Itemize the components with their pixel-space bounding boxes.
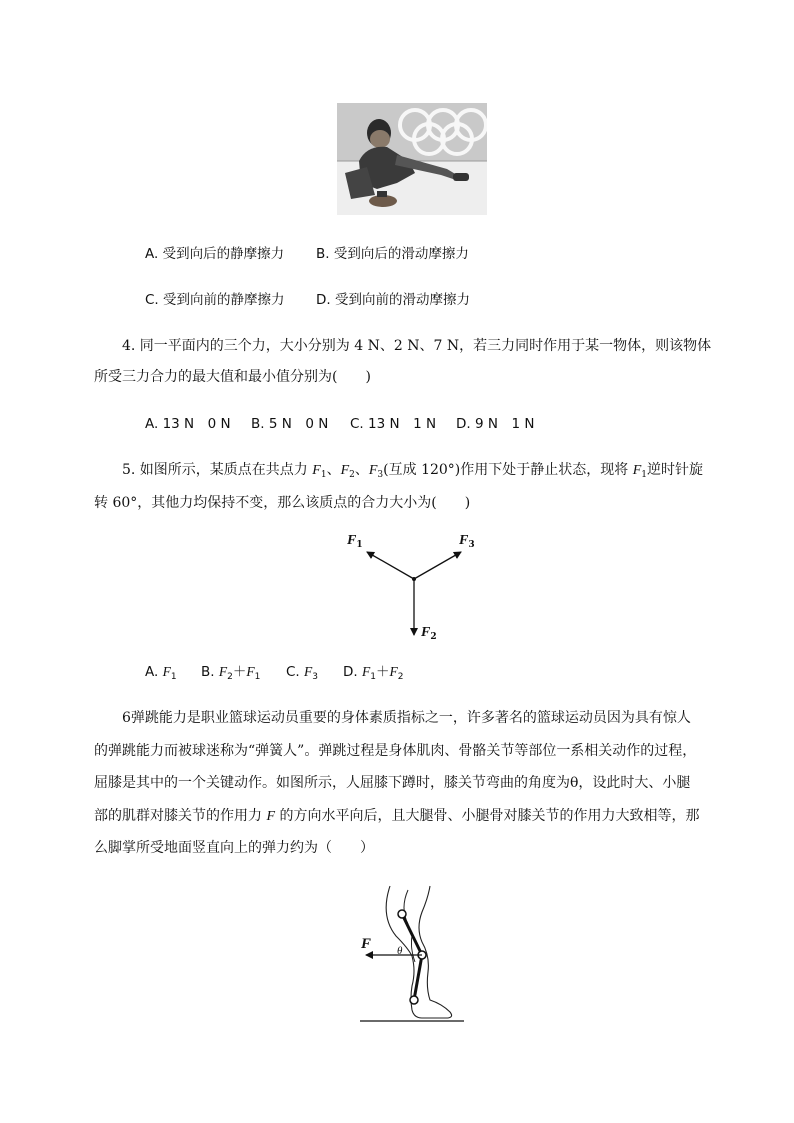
q4-option-b: B. 5 N 0 N	[251, 416, 329, 432]
q5-opt-d-var2: F	[389, 664, 398, 679]
particle-point	[412, 577, 416, 581]
q4-option-c: C. 13 N 1 N	[350, 416, 437, 432]
q4-option-a: A. 13 N 0 N	[145, 416, 231, 432]
fig-label-f2	[421, 624, 437, 641]
q5-opt-b-prefix: B.	[201, 664, 219, 680]
q6-stem-line1: 6弹跳能力是职业篮球运动员重要的身体素质指标之一，许多著名的篮球运动员因为具有惊人	[122, 710, 691, 726]
q5-opt-b-sub1: 2	[227, 672, 233, 682]
fig-f2-sub: 2	[430, 632, 437, 642]
q4-stem-line2: 所受三力合力的最大值和最小值分别为( )	[94, 369, 371, 385]
curling-photo-drawing	[337, 103, 487, 215]
leg-fig-label-f	[361, 934, 371, 953]
fig-f3-sub: 3	[468, 540, 475, 550]
q5-opt-a-prefix: A.	[145, 664, 163, 680]
q3-option-a: A. 受到向后的静摩擦力	[145, 246, 285, 262]
q6-stem-line5: 么脚掌所受地面竖直向上的弹力约为（ ）	[94, 840, 374, 856]
q5-opt-d-sub1: 1	[370, 672, 376, 682]
fig-f1-sub: 1	[356, 540, 363, 550]
q5-option-b	[201, 662, 260, 682]
q5-sep-1: 、	[326, 462, 341, 478]
q5-stem-line1	[122, 460, 703, 481]
q5-sub-f3: 3	[377, 470, 384, 480]
q5-sub-f1: 1	[320, 470, 327, 480]
q5-var-f2: F	[340, 463, 350, 478]
q5-opt-b-var2: F	[246, 664, 255, 679]
q6-line4-text-b: 的方向水平向后，且大腿骨、小腿骨对膝关节的作用力大致相等，那	[275, 808, 700, 824]
q5-stem-line2: 转 60°，其他力均保持不变，那么该质点的合力大小为( )	[94, 495, 471, 511]
q3-option-d: D. 受到向前的滑动摩擦力	[316, 292, 470, 308]
leg-fig-theta: θ	[397, 945, 403, 957]
q5-var-f1b: F	[632, 463, 642, 478]
fig-f1-var: F	[347, 533, 357, 548]
q5-opt-c-sub: 3	[312, 672, 318, 682]
force-f1-arrow	[367, 552, 414, 579]
ankle-joint	[410, 996, 418, 1004]
fig-label-f3	[459, 532, 475, 549]
q5-opt-d-prefix: D.	[343, 664, 362, 680]
q5-opt-b-var1: F	[218, 664, 228, 679]
q5-opt-a-sub: 1	[170, 672, 177, 682]
q5-text-1: 5. 如图所示，某质点在共点力	[122, 462, 313, 478]
q5-opt-a-var: F	[162, 664, 171, 679]
q6-line4-text-a: 部的肌群对膝关节的作用力	[94, 808, 267, 824]
q4-option-d: D. 9 N 1 N	[456, 416, 535, 432]
q3-option-c: C. 受到向前的静摩擦力	[145, 292, 285, 308]
leg-fig-f-var: F	[361, 936, 372, 952]
q6-stem-line4	[94, 806, 699, 827]
q5-var-f1: F	[312, 463, 321, 478]
q5-sub-f2: 2	[349, 470, 355, 480]
q6-line4-var-f: F	[266, 809, 276, 824]
q3-option-b: B. 受到向后的滑动摩擦力	[316, 246, 469, 262]
q5-opt-d-sub2: 2	[397, 672, 404, 682]
fig-f2-var: F	[421, 625, 431, 640]
q5-opt-b-sub2: 1	[254, 672, 261, 682]
q6-stem-line3: 屈膝是其中的一个关键动作。如图所示，人屈膝下蹲时，膝关节弯曲的角度为θ，设此时大、小腿	[94, 775, 691, 791]
q4-stem-line1: 4. 同一平面内的三个力，大小分别为 4 N、2 N、7 N，若三力同时作用于某一物体，则该物体	[122, 338, 712, 354]
q5-text-3: 逆时针旋	[647, 462, 703, 478]
force-f3-arrow	[414, 552, 461, 579]
q5-opt-c-var: F	[304, 664, 313, 679]
curling-photo	[337, 103, 487, 215]
q5-var-f3: F	[368, 463, 378, 478]
q5-sub-f1b: 1	[641, 470, 647, 480]
fig-label-f1	[347, 532, 363, 549]
q5-text-2: (互成 120°)作用下处于静止状态，现将	[383, 462, 633, 478]
hip-joint	[398, 910, 406, 918]
q5-sep-2: 、	[354, 462, 369, 478]
q5-opt-d-var1: F	[361, 664, 371, 679]
leg-fig-label-theta	[397, 944, 402, 957]
q5-option-a	[145, 662, 177, 682]
q5-opt-d-plus: ＋	[375, 664, 390, 680]
fig-f3-var: F	[459, 533, 469, 548]
q5-opt-b-plus: ＋	[232, 664, 247, 680]
q5-opt-c-prefix: C.	[286, 664, 305, 680]
q5-option-c	[286, 662, 318, 682]
q5-option-d	[343, 662, 403, 682]
q6-stem-line2: 的弹跳能力而被球迷称为“弹簧人”。弹跳过程是身体肌肉、骨骼关节等部位一系相关动作的过程，	[94, 743, 697, 759]
